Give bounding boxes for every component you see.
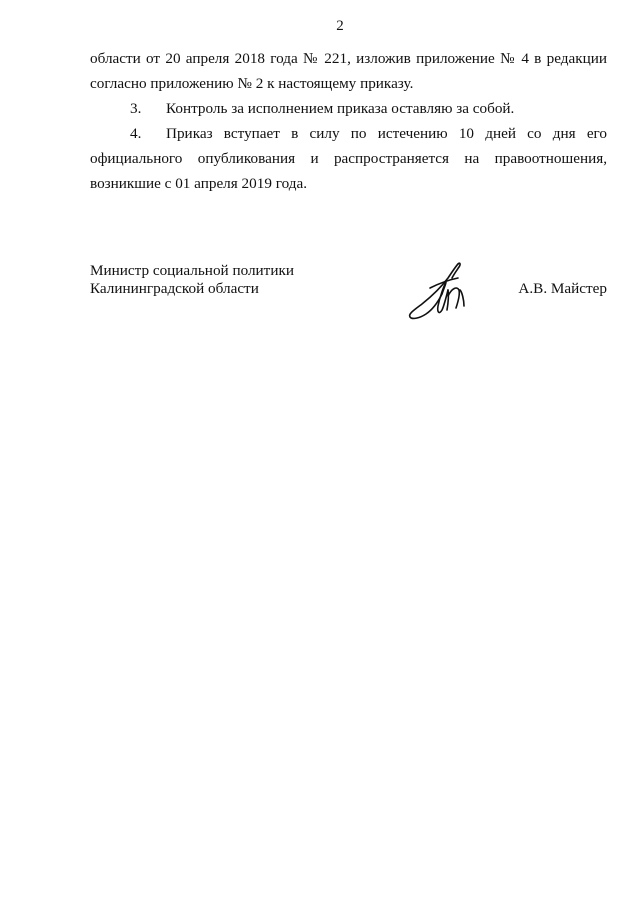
signatory-name: А.В. Майстер — [518, 280, 607, 297]
signatory-title-line-2: Калининградской области — [90, 280, 259, 297]
item-4-line-3: возникшие с 01 апреля 2019 года. — [90, 175, 307, 192]
item-number: 3. — [130, 100, 142, 117]
item-text: Приказ вступает в силу по истечению 10 дней со дня его — [166, 125, 607, 142]
page-number: 2 — [336, 18, 344, 34]
continuation-line-1: области от 20 апреля 2018 года № 221, изложив приложение № 4 в редакции — [90, 50, 607, 67]
document-body — [90, 46, 607, 196]
list-item-4 — [90, 121, 607, 146]
continuation-line-2: согласно приложению № 2 к настоящему приказу. — [90, 75, 414, 92]
signature-block — [90, 262, 607, 332]
signatory-title-line-1: Министр социальной политики — [90, 262, 294, 279]
item-4-line-2: официального опубликования и распространяется на правоотношения, — [90, 150, 607, 167]
handwritten-signature-icon — [402, 260, 482, 322]
signatory-title — [90, 262, 294, 298]
item-number: 4. — [130, 125, 142, 142]
item-text: Контроль за исполнением приказа оставляю за собой. — [166, 100, 515, 117]
list-item-3 — [90, 96, 607, 121]
